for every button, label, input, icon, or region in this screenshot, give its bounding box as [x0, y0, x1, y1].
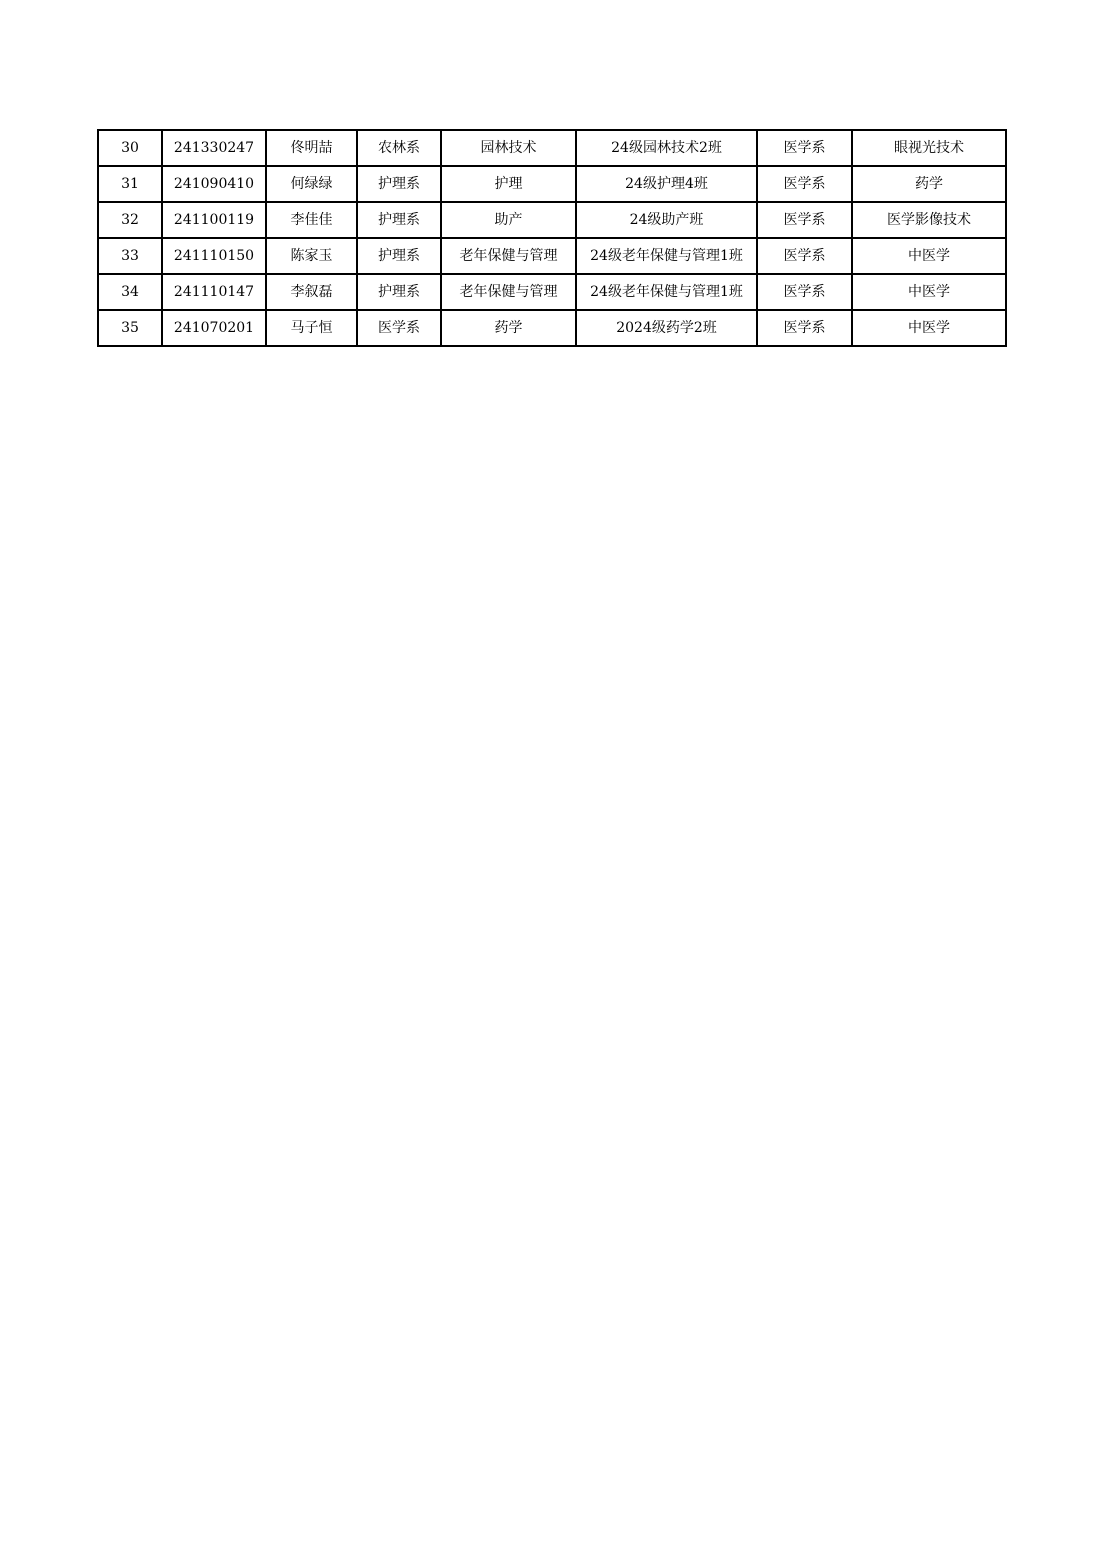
- student-id-cell: 241330247: [162, 130, 266, 166]
- student-name-cell: 李佳佳: [266, 202, 357, 238]
- target-department-cell: 医学系: [757, 166, 852, 202]
- student-name-cell: 马子恒: [266, 310, 357, 346]
- target-major-cell: 中医学: [852, 274, 1006, 310]
- student-id-cell: 241100119: [162, 202, 266, 238]
- target-department-cell: 医学系: [757, 130, 852, 166]
- target-department-cell: 医学系: [757, 238, 852, 274]
- original-major-cell: 助产: [441, 202, 576, 238]
- row-number-cell: 32: [98, 202, 162, 238]
- original-major-cell: 护理: [441, 166, 576, 202]
- original-major-cell: 老年保健与管理: [441, 274, 576, 310]
- student-id-cell: 241110150: [162, 238, 266, 274]
- original-major-cell: 老年保健与管理: [441, 238, 576, 274]
- student-transfer-table: [97, 129, 1007, 347]
- row-number-cell: 33: [98, 238, 162, 274]
- student-name-cell: 佟明喆: [266, 130, 357, 166]
- original-department-cell: 护理系: [357, 166, 441, 202]
- original-department-cell: 农林系: [357, 130, 441, 166]
- table-row: [98, 166, 1006, 202]
- target-major-cell: 中医学: [852, 310, 1006, 346]
- table-row: [98, 310, 1006, 346]
- row-number-cell: 35: [98, 310, 162, 346]
- student-id-cell: 241090410: [162, 166, 266, 202]
- student-id-cell: 241110147: [162, 274, 266, 310]
- original-class-cell: 24级园林技术2班: [576, 130, 757, 166]
- table-row: [98, 238, 1006, 274]
- student-name-cell: 李叙磊: [266, 274, 357, 310]
- original-class-cell: 24级护理4班: [576, 166, 757, 202]
- row-number-cell: 30: [98, 130, 162, 166]
- original-class-cell: 24级老年保健与管理1班: [576, 238, 757, 274]
- target-department-cell: 医学系: [757, 310, 852, 346]
- student-id-cell: 241070201: [162, 310, 266, 346]
- table-row: [98, 274, 1006, 310]
- student-name-cell: 何绿绿: [266, 166, 357, 202]
- original-major-cell: 药学: [441, 310, 576, 346]
- table-row: [98, 202, 1006, 238]
- original-department-cell: 医学系: [357, 310, 441, 346]
- row-number-cell: 34: [98, 274, 162, 310]
- student-name-cell: 陈家玉: [266, 238, 357, 274]
- original-class-cell: 2024级药学2班: [576, 310, 757, 346]
- original-class-cell: 24级助产班: [576, 202, 757, 238]
- original-major-cell: 园林技术: [441, 130, 576, 166]
- target-major-cell: 眼视光技术: [852, 130, 1006, 166]
- target-department-cell: 医学系: [757, 274, 852, 310]
- original-department-cell: 护理系: [357, 238, 441, 274]
- target-major-cell: 医学影像技术: [852, 202, 1006, 238]
- table-row: [98, 130, 1006, 166]
- row-number-cell: 31: [98, 166, 162, 202]
- target-major-cell: 中医学: [852, 238, 1006, 274]
- original-class-cell: 24级老年保健与管理1班: [576, 274, 757, 310]
- target-department-cell: 医学系: [757, 202, 852, 238]
- target-major-cell: 药学: [852, 166, 1006, 202]
- original-department-cell: 护理系: [357, 202, 441, 238]
- original-department-cell: 护理系: [357, 274, 441, 310]
